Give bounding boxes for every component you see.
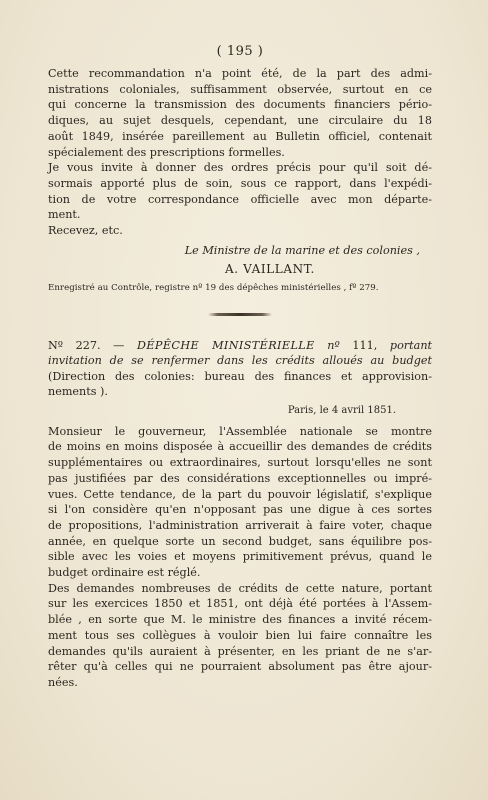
text-line: spécialement des prescriptions formelles.: [48, 145, 285, 159]
dispatch-direction-end: nements ).: [48, 385, 108, 399]
text-line: si l'on considère qu'en n'opposant pas une digue à ces sortes: [48, 503, 432, 517]
text-line: demandes qu'ils auraient à présenter, en les priant de ne s'ar-: [48, 644, 432, 658]
text-line: sur les exercices 1850 et 1851, ont déjà été portées à l'Assem-: [48, 597, 432, 611]
text-line: diques, au sujet desquels, cependant, une circulaire du 18: [48, 114, 432, 128]
closing-greeting: Recevez, etc.: [48, 224, 123, 238]
paragraph-assembly: [48, 424, 432, 581]
dispatch-label: DÉPÊCHE MINISTÉRIELLE: [136, 338, 315, 352]
dispatch-subject: invitation de se renfermer dans les crédits alloués au budget: [48, 354, 432, 368]
dispatch-no-label: nº: [327, 338, 340, 352]
dispatch-no-value: 111,: [352, 338, 378, 352]
dispatch-subject-start: portant: [389, 338, 433, 352]
dispatch-heading: [48, 338, 432, 400]
text-line: nées.: [48, 675, 78, 689]
text-line: de propositions, l'administration arriverait à faire voter, chaque: [48, 518, 432, 532]
dispatch-number: Nº 227. —: [48, 338, 125, 352]
signature-title: Le Ministre de la marine et des colonies ,: [184, 243, 420, 257]
section-divider: [208, 313, 272, 316]
dispatch-date: Paris, le 4 avril 1851.: [287, 404, 396, 416]
paragraph-recommendation: [48, 66, 432, 160]
text-line: ment.: [48, 208, 81, 222]
text-line: Monsieur le gouverneur, l'Assemblée nationale se montre: [48, 424, 432, 438]
text-line: vues. Cette tendance, de la part du pouvoir législatif, s'explique: [48, 487, 432, 501]
page-content: [48, 44, 432, 691]
text-line: budget ordinaire est réglé.: [48, 566, 201, 580]
text-line: nistrations coloniales, suffisamment observée, surtout en ce: [48, 82, 432, 96]
text-line: Des demandes nombreuses de crédits de cette nature, portant: [48, 581, 432, 595]
register-note: Enregistré au Contrôle, registre nº 19 des dépêches ministérielles , fº 279.: [48, 282, 379, 293]
text-line: pas justifiées par des considérations exceptionnelles ou impré-: [48, 471, 432, 485]
text-line: année, en quelque sorte un second budget, sans équilibre pos-: [48, 534, 432, 548]
dispatch-direction: (Direction des colonies: bureau des finances et approvision-: [48, 369, 432, 383]
text-line: de moins en moins disposée à accueillir des demandes de crédits: [48, 440, 432, 454]
text-line: supplémentaires ou extraordinaires, surtout lorsqu'elles ne sont: [48, 456, 432, 470]
text-line: tion de votre correspondance officielle avec mon départe-: [48, 192, 432, 206]
text-line: blée , en sorte que M. le ministre des finances a invité récem-: [48, 613, 432, 627]
paragraph-requests: [48, 581, 432, 691]
text-line: août 1849, insérée pareillement au Bulletin officiel, contenait: [48, 129, 432, 143]
text-line: sible avec les voies et moyens primitivement prévus, quand le: [48, 550, 432, 564]
signature-name: A. VAILLANT.: [225, 261, 315, 276]
text-line: qui concerne la transmission des documents financiers pério-: [48, 98, 432, 112]
text-line: sormais apporté plus de soin, sous ce rapport, dans l'expédi-: [48, 176, 432, 190]
paragraph-invitation: [48, 160, 432, 223]
text-line: ment tous ses collègues à vouloir bien lui faire connaître les: [48, 628, 432, 642]
text-line: Je vous invite à donner des ordres précis pour qu'il soit dé-: [48, 161, 432, 175]
page-number: ( 195 ): [216, 44, 264, 59]
text-line: rêter qu'à celles qui ne pourraient absolument pas être ajour-: [48, 660, 432, 674]
text-line: Cette recommandation n'a point été, de la part des admi-: [48, 67, 432, 80]
